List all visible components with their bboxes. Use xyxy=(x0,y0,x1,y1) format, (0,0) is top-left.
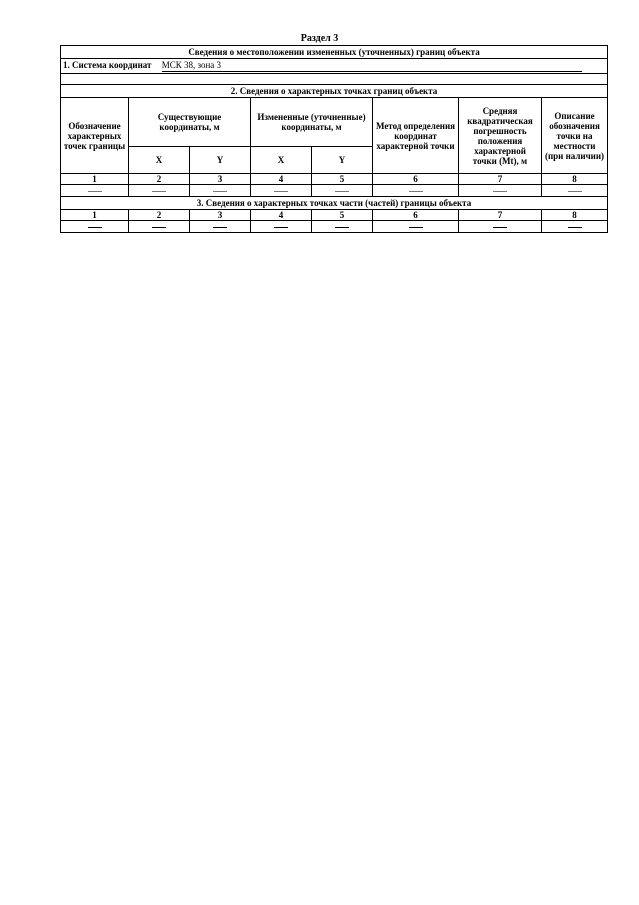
empty-cell xyxy=(251,221,312,233)
column-number: 4 xyxy=(251,174,312,185)
column-number: 8 xyxy=(542,174,608,185)
page-title: Раздел 3 xyxy=(300,33,339,44)
empty-cell xyxy=(459,185,542,197)
header-existing-coords: Существующие координаты, м xyxy=(129,98,251,147)
header-changed-coords: Измененные (уточненные) координаты, м xyxy=(251,98,373,147)
empty-cell xyxy=(373,185,459,197)
spacer-row xyxy=(61,74,608,85)
points-number-row xyxy=(61,174,608,185)
empty-cell xyxy=(373,221,459,233)
dash-mark xyxy=(335,227,349,228)
column-number: 6 xyxy=(373,210,459,221)
column-number: 7 xyxy=(459,174,542,185)
header-changed-x: X xyxy=(251,147,312,174)
points-section-title: 2. Сведения о характерных точках границ объекта xyxy=(61,85,608,98)
dash-mark xyxy=(152,227,166,228)
boundary-table xyxy=(60,45,608,233)
dash-mark xyxy=(493,227,507,228)
dash-mark xyxy=(88,191,102,192)
dash-mark xyxy=(568,191,582,192)
empty-cell xyxy=(542,185,608,197)
column-number: 4 xyxy=(251,210,312,221)
dash-mark xyxy=(213,227,227,228)
parts-number-row xyxy=(61,210,608,221)
empty-cell xyxy=(190,185,251,197)
column-number: 1 xyxy=(61,174,129,185)
header-existing-y: Y xyxy=(190,147,251,174)
coordinate-system-value: МСК 38, зона 3 xyxy=(162,60,582,72)
column-number: 8 xyxy=(542,210,608,221)
empty-cell xyxy=(312,221,373,233)
empty-cell xyxy=(190,221,251,233)
coordinate-system-row xyxy=(61,59,608,74)
dash-mark xyxy=(493,191,507,192)
empty-cell xyxy=(312,185,373,197)
dash-mark xyxy=(152,191,166,192)
points-empty-row xyxy=(61,185,608,197)
column-number: 2 xyxy=(129,174,190,185)
empty-cell xyxy=(61,221,129,233)
dash-mark xyxy=(335,191,349,192)
header-designation: Обозначение характерных точек границы xyxy=(61,98,129,174)
empty-cell xyxy=(459,221,542,233)
column-number: 7 xyxy=(459,210,542,221)
header-changed-y: Y xyxy=(312,147,373,174)
dash-mark xyxy=(88,227,102,228)
column-number: 5 xyxy=(312,210,373,221)
empty-cell xyxy=(129,185,190,197)
empty-cell xyxy=(129,221,190,233)
empty-cell xyxy=(61,185,129,197)
dash-mark xyxy=(409,191,423,192)
column-number: 3 xyxy=(190,174,251,185)
dash-mark xyxy=(213,191,227,192)
dash-mark xyxy=(568,227,582,228)
coordinate-system-label: 1. Система координат xyxy=(63,60,152,70)
header-existing-x: X xyxy=(129,147,190,174)
column-number: 2 xyxy=(129,210,190,221)
dash-mark xyxy=(274,227,288,228)
empty-cell xyxy=(542,221,608,233)
dash-mark xyxy=(274,191,288,192)
column-number: 5 xyxy=(312,174,373,185)
column-number: 3 xyxy=(190,210,251,221)
parts-section-title: 3. Сведения о характерных точках части (частей) границы объекта xyxy=(61,197,608,210)
header-description: Описание обозначения точки на местности (при наличии) xyxy=(542,98,608,174)
header-method: Метод определения координат характерной точки xyxy=(373,98,459,174)
column-number: 1 xyxy=(61,210,129,221)
column-number: 6 xyxy=(373,174,459,185)
parts-empty-row xyxy=(61,221,608,233)
dash-mark xyxy=(409,227,423,228)
empty-cell xyxy=(251,185,312,197)
header-error: Средняя квадратическая погрешность положения характерной точки (Mt), м xyxy=(459,98,542,174)
section-title: Сведения о местоположении измененных (уточненных) границ объекта xyxy=(61,46,608,59)
